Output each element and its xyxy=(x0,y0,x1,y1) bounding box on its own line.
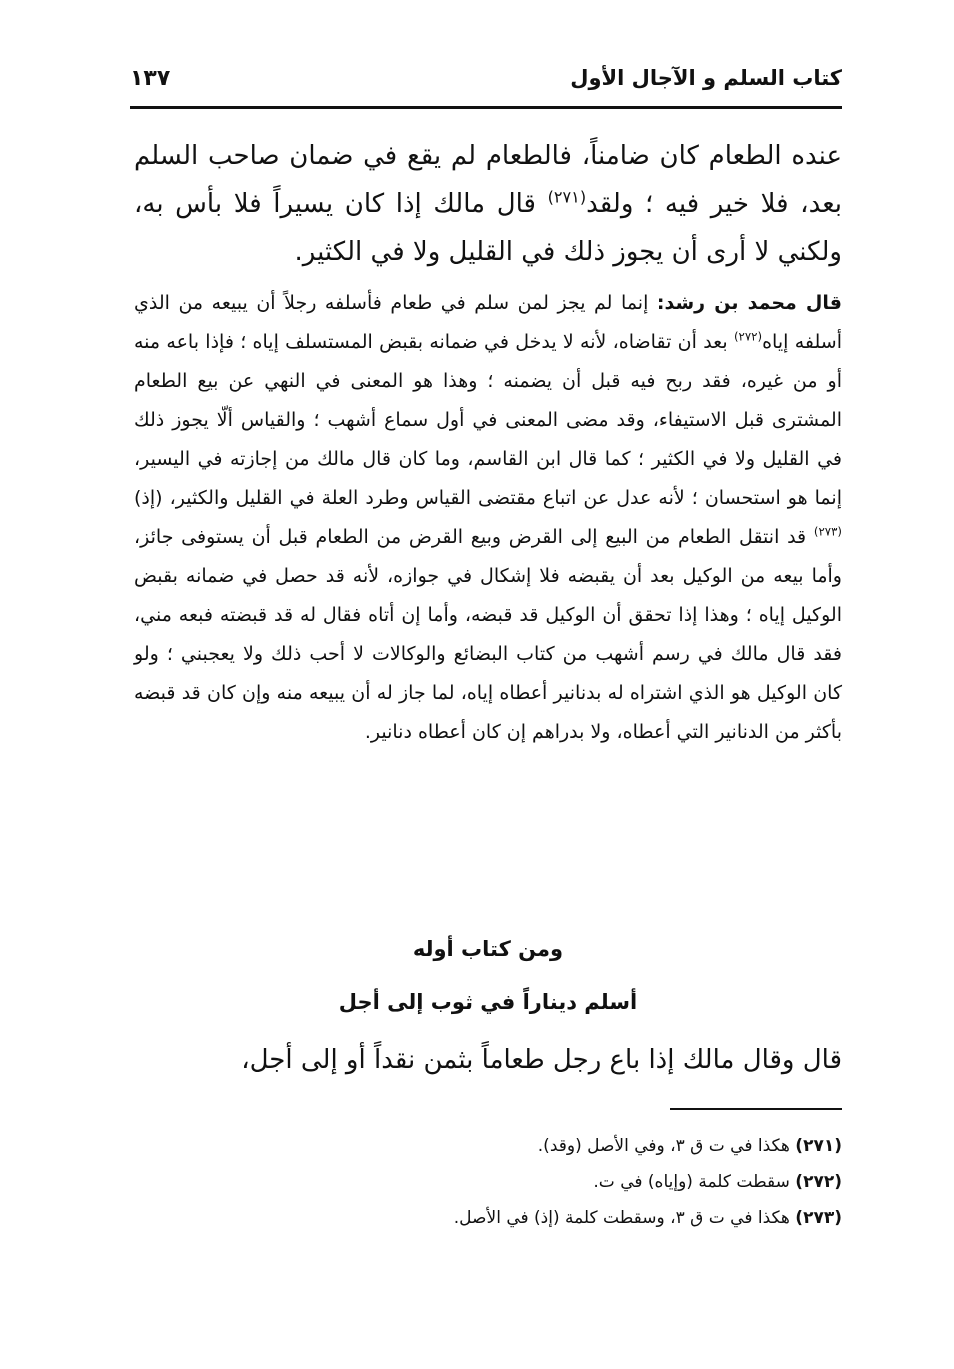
footnote-item xyxy=(134,1164,842,1200)
commentary-text-c: قد انتقل الطعام من البيع إلى القرض وبيع القرض من الطعام قبل أن يستوفى جائز، وأما بيعه من الوكيل بعد أن يقبضه فلا إشكال في جوازه، لأنه قد حصل في ضمانه بقبض الوكيل إياه ؛ وهذا إذا تحقق أن الوكيل قد قبضه، وأما إن أتاه فقال له قد قبضته فبعه مني، فقد قال مالك في رسم أشهب من كتاب البضائع والوكالات لا أحب ذلك ولا يعجبني ؛ ولو كان الوكيل هو الذي اشتراه له بدنانير أعطاه إياه، لما جاز له أن يبيعه منه وإن كان قد قبضه بأكثر من الدنانير التي أعطاه، ولا بدراهم إن كان أعطاه دنانير. xyxy=(134,526,842,743)
paragraph-1-text-b: قال مالك إذا كان يسيراً فلا بأس به، ولكني لا أرى أن يجوز ذلك في القليل ولا في الكثير. xyxy=(134,189,842,267)
footnote-ref-273: (٢٧٣) xyxy=(813,524,842,539)
footnote-rule xyxy=(670,1108,842,1110)
footnote-ref-271: (٢٧١) xyxy=(547,187,587,207)
footnote-ref-272: (٢٧٢) xyxy=(733,329,763,344)
header-rule xyxy=(130,106,842,109)
page-header xyxy=(130,66,842,106)
footnotes xyxy=(134,1128,842,1236)
footnote-item xyxy=(134,1128,842,1164)
chapter-title: أسلم ديناراً في ثوب إلى أجل xyxy=(338,990,638,1014)
footnote-text: هكذا في ت ق ٣، وفي الأصل (وقد). xyxy=(537,1136,796,1156)
paragraph-1-text-a: عنده الطعام كان ضامناً، فالطعام لم يقع في ضمان صاحب السلم بعد، فلا خير فيه ؛ ولقد xyxy=(134,141,843,219)
page-number: ١٣٧ xyxy=(130,66,171,91)
commentary-text-a: إنما لم يجز لمن سلم في طعام فأسلفه رجلاً أن يبيعه من الذي أسلفه إياه xyxy=(134,292,842,353)
commentary-text-b: بعد أن تقاضاه، لأنه لا يدخل في ضمانه بقبض المستسلف إياه ؛ فإذا باعه منه أو من غيره، فقد ربح فيه قبل أن يضمنه ؛ وهذا هو المعنى في النهي عن بيع الطعام المشترى قبل الاستيفاء، وقد مضى المعنى في أول سماع أشهب ؛ والقياس ألّا يجوز ذلك في القليل ولا في الكثير ؛ كما قال ابن القاسم، وما كان قال مالك من إجازته في اليسير، إنما هو استحسان ؛ لأنه عدل عن اتباع مقتضى القياس وطرد العلة في القليل والكثير، (إذ) xyxy=(134,331,842,509)
footnote-item xyxy=(134,1200,842,1236)
footnote-number: (٢٧١) xyxy=(795,1136,842,1156)
paragraph-3: قال وقال مالك إذا باع رجل طعاماً بثمن نقداً أو إلى أجل، xyxy=(241,1045,842,1075)
commentary-paragraph xyxy=(134,284,842,752)
footnote-number: (٢٧٣) xyxy=(795,1208,842,1228)
footnote-text: هكذا في ت ق ٣، وسقطت كلمة (إذ) في الأصل. xyxy=(453,1208,796,1228)
commentary-lead: قال محمد بن رشد: xyxy=(656,292,842,314)
footnote-number: (٢٧٢) xyxy=(795,1172,842,1192)
running-title: كتاب السلم و الآجال الأول xyxy=(570,66,842,90)
book-title: ومن كتاب أوله xyxy=(412,937,564,961)
footnote-text: سقطت كلمة (وإياه) في ت. xyxy=(593,1172,796,1192)
paragraph-1 xyxy=(134,132,842,276)
